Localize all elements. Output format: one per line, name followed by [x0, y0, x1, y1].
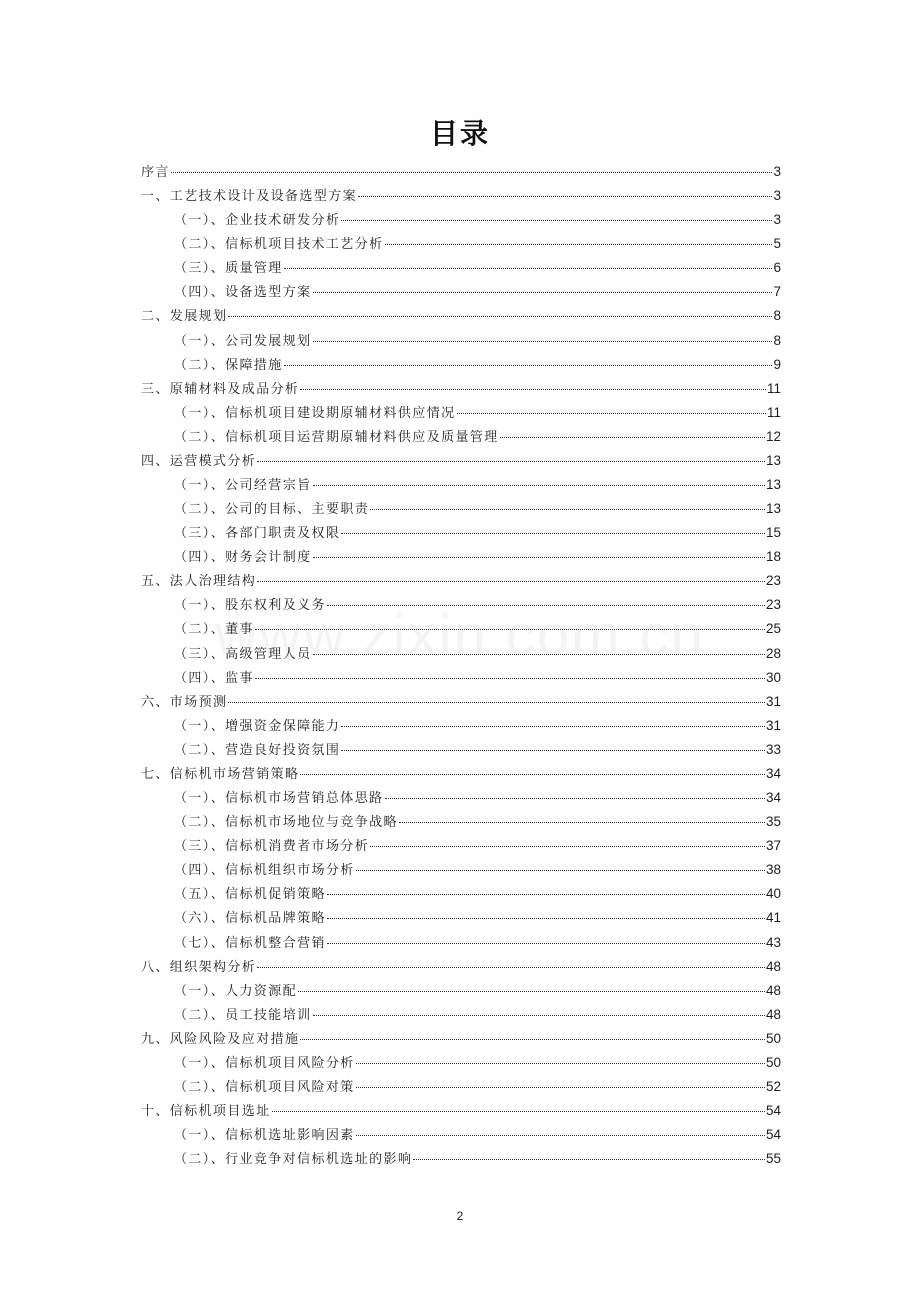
toc-dot-leader: [284, 365, 773, 366]
toc-entry-label[interactable]: （二）、信标机项目风险对策: [174, 1079, 355, 1095]
toc-entry-label[interactable]: （一）、增强资金保障能力: [174, 718, 341, 734]
toc-entry[interactable]: [0, 280, 920, 304]
toc-entry-label[interactable]: （一）、公司发展规划: [174, 333, 312, 349]
toc-entry[interactable]: [0, 1051, 920, 1075]
toc-entry-label[interactable]: （一）、股东权利及义务: [174, 598, 326, 614]
toc-entry-label[interactable]: 序言: [141, 165, 170, 180]
toc-entry-page-number[interactable]: 50: [765, 1054, 781, 1070]
toc-entry[interactable]: [0, 1027, 920, 1051]
toc-entry-page-number[interactable]: 37: [765, 838, 781, 854]
toc-dot-leader: [385, 244, 773, 245]
toc-dot-leader: [327, 943, 765, 944]
toc-entry-label[interactable]: 十、信标机项目选址: [141, 1104, 271, 1120]
toc-entry[interactable]: [0, 906, 920, 930]
toc-entry-page-number[interactable]: 28: [765, 645, 781, 661]
toc-entry[interactable]: [0, 955, 920, 979]
toc-entry[interactable]: [0, 160, 920, 184]
toc-entry-label[interactable]: 九、风险风险及应对措施: [141, 1031, 300, 1047]
toc-entry-page-number[interactable]: 8: [773, 332, 781, 348]
toc-entry-label[interactable]: （二）、董事: [174, 622, 254, 638]
toc-entry-label[interactable]: （四）、监事: [174, 670, 254, 686]
toc-entry-page-number[interactable]: 15: [765, 525, 781, 541]
toc-entry[interactable]: [0, 329, 920, 353]
toc-entry-label[interactable]: （三）、信标机消费者市场分析: [174, 839, 370, 855]
toc-dot-leader: [313, 341, 773, 342]
toc-entry-label[interactable]: 一、工艺技术设计及设备选型方案: [141, 189, 358, 205]
toc-dot-leader: [313, 485, 765, 486]
toc-dot-leader: [500, 437, 765, 438]
toc-entry-page-number[interactable]: 5: [773, 236, 781, 252]
toc-entry-page-number[interactable]: 31: [765, 717, 781, 733]
toc-entry-label[interactable]: （一）、信标机选址影响因素: [174, 1128, 355, 1144]
toc-dot-leader: [356, 1135, 765, 1136]
toc-entry-page-number[interactable]: 13: [765, 477, 781, 493]
toc-entry-label[interactable]: （二）、信标机项目技术工艺分析: [174, 237, 384, 253]
toc-dot-leader: [358, 196, 772, 197]
toc-dot-leader: [171, 172, 773, 173]
toc-entry-page-number[interactable]: 33: [765, 741, 781, 757]
toc-entry[interactable]: [0, 401, 920, 425]
toc-dot-leader: [341, 533, 765, 534]
toc-entry-label[interactable]: （一）、企业技术研发分析: [174, 213, 341, 229]
toc-entry-label[interactable]: 三、原辅材料及成品分析: [141, 381, 300, 397]
toc-entry[interactable]: [0, 979, 920, 1003]
toc-entry-page-number[interactable]: 7: [773, 284, 781, 300]
toc-entry-page-number[interactable]: 54: [765, 1127, 781, 1143]
toc-entry-page-number[interactable]: 34: [765, 790, 781, 806]
toc-entry-label[interactable]: （四）、设备选型方案: [174, 285, 312, 301]
toc-entry[interactable]: [0, 762, 920, 786]
toc-entry-label[interactable]: （三）、高级管理人员: [174, 646, 312, 662]
toc-dot-leader: [284, 268, 773, 269]
toc-entry-page-number[interactable]: 13: [765, 452, 781, 468]
toc-entry[interactable]: [0, 642, 920, 666]
toc-entry-page-number[interactable]: 25: [765, 621, 781, 637]
toc-dot-leader: [457, 413, 766, 414]
toc-dot-leader: [341, 750, 765, 751]
toc-entry[interactable]: [0, 834, 920, 858]
toc-entry-label[interactable]: （二）、行业竞争对信标机选址的影响: [174, 1152, 413, 1168]
toc-entry[interactable]: [0, 545, 920, 569]
toc-entry-page-number[interactable]: 48: [765, 958, 781, 974]
toc-entry-label[interactable]: （三）、质量管理: [174, 261, 283, 277]
toc-entry-page-number[interactable]: 6: [773, 260, 781, 276]
toc-entry[interactable]: [0, 521, 920, 545]
toc-entry-page-number[interactable]: 18: [765, 549, 781, 565]
toc-entry-label[interactable]: （六）、信标机品牌策略: [174, 911, 326, 927]
toc-dot-leader: [257, 581, 765, 582]
toc-entry[interactable]: [0, 1075, 920, 1099]
toc-entry[interactable]: [0, 425, 920, 449]
toc-entry[interactable]: [0, 1003, 920, 1027]
toc-entry[interactable]: [0, 690, 920, 714]
toc-entry-label[interactable]: （五）、信标机促销策略: [174, 887, 326, 903]
toc-entry-page-number[interactable]: 41: [765, 910, 781, 926]
toc-entry-label[interactable]: （一）、信标机项目风险分析: [174, 1055, 355, 1071]
toc-entry-page-number[interactable]: 35: [765, 814, 781, 830]
toc-dot-leader: [327, 605, 765, 606]
toc-entry-label[interactable]: （一）、公司经营宗旨: [174, 478, 312, 494]
toc-entry[interactable]: [0, 256, 920, 280]
toc-entry[interactable]: [0, 232, 920, 256]
toc-dot-leader: [356, 870, 765, 871]
page-title: 目录: [429, 117, 490, 150]
toc-entry-page-number[interactable]: 55: [765, 1151, 781, 1167]
toc-dot-leader: [327, 918, 765, 919]
toc-dot-leader: [300, 1039, 765, 1040]
toc-entry-page-number[interactable]: 3: [773, 164, 781, 179]
toc-entry-label[interactable]: （二）、营造良好投资氛围: [174, 742, 341, 758]
toc-entry-page-number[interactable]: 38: [765, 862, 781, 878]
toc-entry-label[interactable]: （二）、员工技能培训: [174, 1007, 312, 1023]
toc-entry-label[interactable]: 二、发展规划: [141, 309, 228, 325]
toc-dot-leader: [399, 822, 765, 823]
toc-entry[interactable]: [0, 569, 920, 593]
toc-entry[interactable]: [0, 858, 920, 882]
toc-entry[interactable]: [0, 377, 920, 401]
toc-entry-label[interactable]: （一）、信标机市场营销总体思路: [174, 791, 384, 807]
toc-entry[interactable]: [0, 666, 920, 690]
toc-entry-page-number[interactable]: 13: [765, 501, 781, 517]
toc-dot-leader: [300, 389, 766, 390]
toc-entry-page-number[interactable]: 30: [765, 669, 781, 685]
toc-dot-leader: [228, 316, 772, 317]
toc-dot-leader: [341, 220, 772, 221]
toc-dot-leader: [370, 846, 765, 847]
toc-dot-leader: [313, 292, 773, 293]
toc-entry[interactable]: [0, 449, 920, 473]
toc-dot-leader: [255, 678, 765, 679]
toc-entry-page-number[interactable]: 23: [765, 597, 781, 613]
toc-entry-label[interactable]: （二）、公司的目标、主要职责: [174, 502, 370, 518]
toc-entry-page-number[interactable]: 11: [766, 380, 781, 396]
toc-entry[interactable]: [0, 184, 920, 208]
toc-dot-leader: [272, 1111, 765, 1112]
toc-entry-label[interactable]: （七）、信标机整合营销: [174, 935, 326, 951]
toc-entry[interactable]: [0, 473, 920, 497]
toc-entry-page-number[interactable]: 11: [766, 404, 781, 420]
toc-dot-leader: [356, 1063, 765, 1064]
toc-dot-leader: [313, 557, 765, 558]
toc-entry[interactable]: [0, 617, 920, 641]
toc-entry-page-number[interactable]: 23: [765, 573, 781, 589]
toc-dot-leader: [313, 654, 765, 655]
toc-entry-label[interactable]: 七、信标机市场营销策略: [141, 766, 300, 782]
toc-entry[interactable]: [0, 497, 920, 521]
toc-entry-label[interactable]: 六、市场预测: [141, 694, 228, 710]
toc-dot-leader: [327, 894, 765, 895]
toc-entry-page-number[interactable]: 8: [773, 308, 781, 324]
toc-entry-label[interactable]: 四、运营模式分析: [141, 453, 257, 469]
toc-dot-leader: [257, 967, 765, 968]
toc-entry-page-number[interactable]: 3: [773, 188, 781, 204]
toc-entry-page-number[interactable]: 43: [765, 934, 781, 950]
toc-entry[interactable]: [0, 1123, 920, 1147]
toc-entry[interactable]: [0, 1147, 920, 1171]
toc-entry-page-number[interactable]: 40: [765, 886, 781, 902]
toc-entry-page-number[interactable]: 48: [765, 1006, 781, 1022]
toc-entry[interactable]: [0, 882, 920, 906]
toc-entry[interactable]: [0, 1099, 920, 1123]
page-number: 2: [456, 1209, 464, 1223]
toc-entry[interactable]: [0, 810, 920, 834]
toc-entry-page-number[interactable]: 9: [773, 356, 781, 372]
toc-entry-page-number[interactable]: 3: [773, 212, 781, 228]
toc-entry-label[interactable]: （二）、信标机项目运营期原辅材料供应及质量管理: [174, 429, 499, 445]
toc-entry[interactable]: [0, 714, 920, 738]
toc-dot-leader: [228, 702, 765, 703]
table-of-contents: [0, 160, 920, 1171]
toc-entry-label[interactable]: （一）、信标机项目建设期原辅材料供应情况: [174, 405, 456, 421]
toc-entry-page-number[interactable]: 34: [765, 765, 781, 781]
toc-dot-leader: [298, 991, 765, 992]
toc-dot-leader: [341, 726, 765, 727]
toc-entry[interactable]: [0, 786, 920, 810]
toc-dot-leader: [385, 798, 765, 799]
toc-entry-page-number[interactable]: 48: [765, 982, 781, 998]
toc-entry-page-number[interactable]: 52: [765, 1078, 781, 1094]
toc-entry-page-number[interactable]: 54: [765, 1103, 781, 1119]
toc-entry[interactable]: [0, 304, 920, 328]
toc-entry-label[interactable]: （四）、信标机组织市场分析: [174, 863, 355, 879]
toc-entry-label[interactable]: （二）、信标机市场地位与竞争战略: [174, 815, 398, 831]
toc-dot-leader: [413, 1159, 765, 1160]
toc-entry-page-number[interactable]: 31: [765, 693, 781, 709]
toc-entry-label[interactable]: （四）、财务会计制度: [174, 550, 312, 566]
toc-dot-leader: [300, 774, 765, 775]
toc-entry[interactable]: [0, 353, 920, 377]
toc-dot-leader: [313, 1015, 765, 1016]
toc-dot-leader: [370, 509, 765, 510]
toc-dot-leader: [257, 461, 765, 462]
toc-entry-label[interactable]: （二）、保障措施: [174, 357, 283, 373]
toc-entry[interactable]: [0, 931, 920, 955]
toc-entry-label[interactable]: （三）、各部门职责及权限: [174, 526, 341, 542]
toc-entry-page-number[interactable]: 12: [765, 428, 781, 444]
toc-entry[interactable]: [0, 208, 920, 232]
toc-entry-label[interactable]: 八、组织架构分析: [141, 959, 257, 975]
toc-entry[interactable]: [0, 738, 920, 762]
toc-entry[interactable]: [0, 593, 920, 617]
toc-dot-leader: [255, 629, 765, 630]
toc-entry-label[interactable]: 五、法人治理结构: [141, 574, 257, 590]
toc-entry-page-number[interactable]: 50: [765, 1030, 781, 1046]
toc-dot-leader: [356, 1087, 765, 1088]
toc-entry-label[interactable]: （一）、人力资源配: [174, 983, 298, 999]
